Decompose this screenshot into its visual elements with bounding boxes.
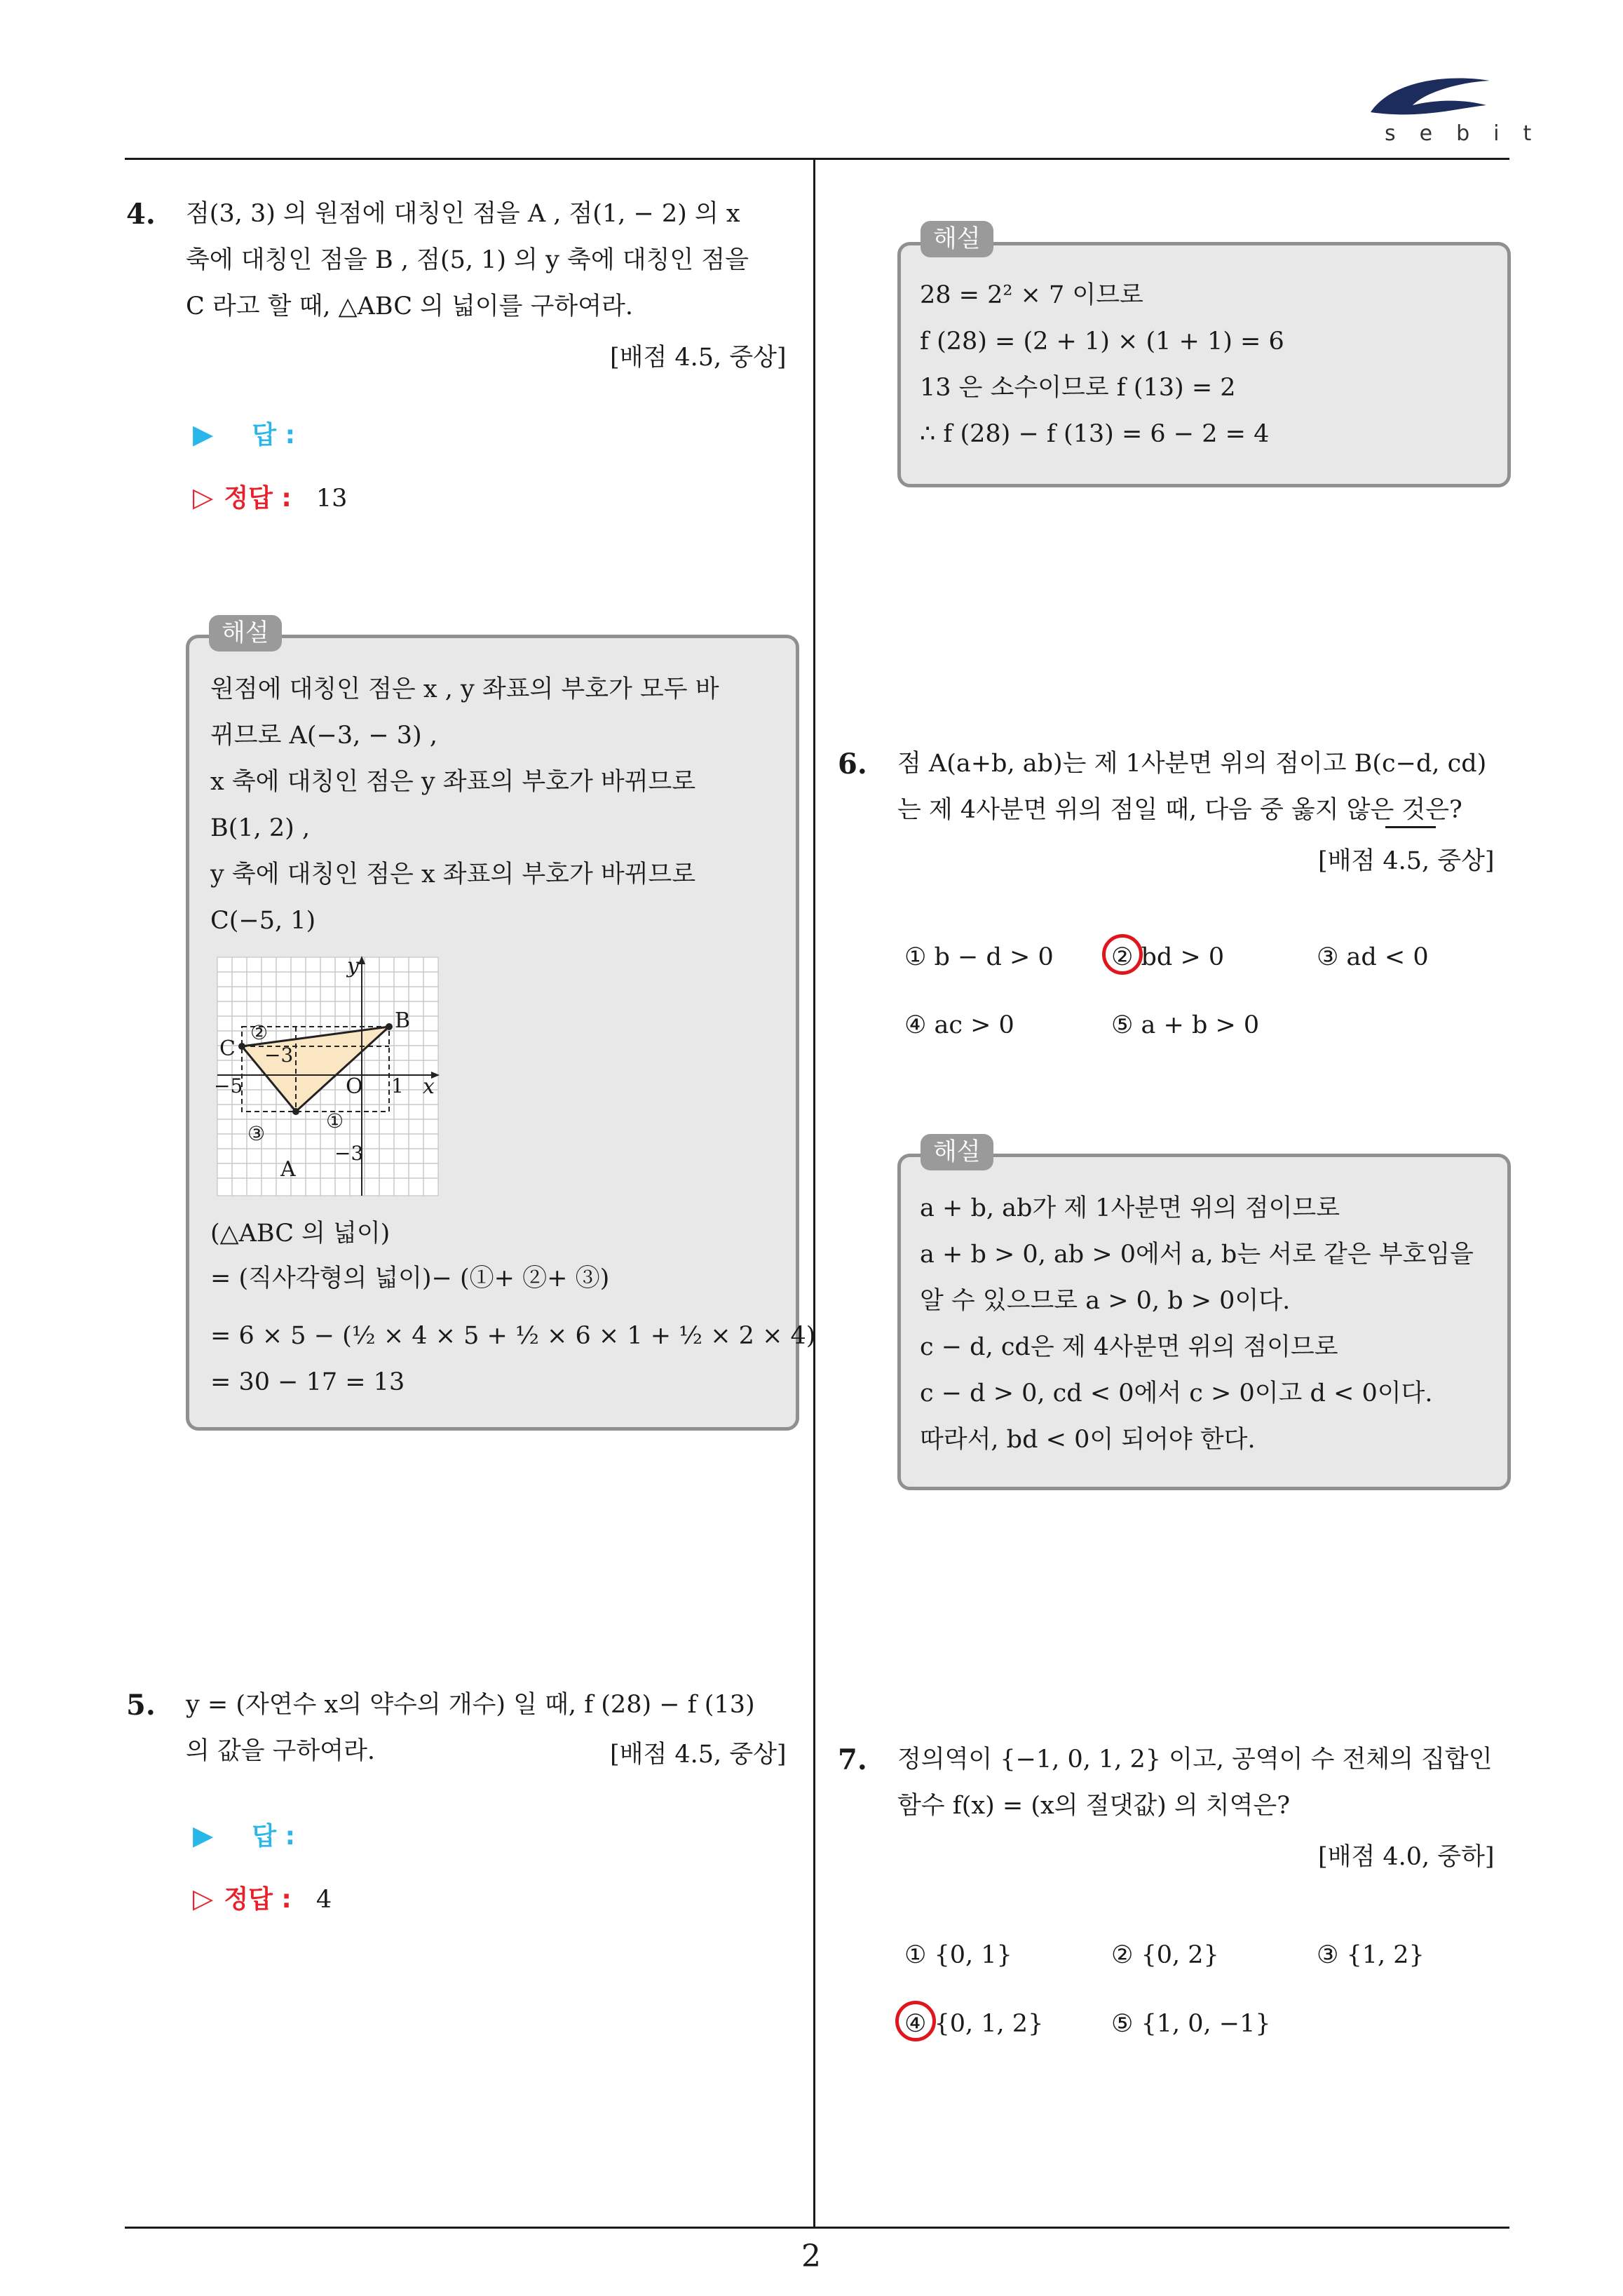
coordinate-graph bbox=[214, 954, 445, 1203]
play-icon: ▶ bbox=[193, 1820, 214, 1851]
solution-tag: 해설 bbox=[209, 615, 282, 651]
page-number: 2 bbox=[801, 2238, 821, 2274]
answer-label: 답 : bbox=[252, 421, 296, 450]
choice-5[interactable]: ⑤ {1, 0, −1} bbox=[1111, 2010, 1271, 2038]
solution-line: 따라서, bd < 0이 되어야 한다. bbox=[920, 1426, 1256, 1454]
solution-line: ∴ f (28) − f (13) = 6 − 2 = 4 bbox=[920, 420, 1270, 448]
graph-label-c2: ② bbox=[250, 1021, 269, 1044]
calc-line: = 30 − 17 = 13 bbox=[210, 1368, 405, 1396]
question-number: 5. bbox=[126, 1689, 156, 1722]
choice-4[interactable]: ④ {0, 1, 2} bbox=[904, 2010, 1044, 2038]
underline-mark bbox=[1385, 826, 1436, 828]
graph-label-one: 1 bbox=[391, 1074, 404, 1098]
score-info: [배점 4.5, 중상] bbox=[610, 1741, 787, 1769]
solution-line: 28 = 2² × 7 이므로 bbox=[920, 281, 1143, 309]
question-line: 의 값을 구하여라. bbox=[186, 1737, 376, 1765]
choice-1[interactable]: ① b − d > 0 bbox=[904, 943, 1054, 971]
score-info: [배점 4.5, 중상] bbox=[610, 344, 787, 372]
graph-label-B: B bbox=[395, 1008, 411, 1033]
play-icon: ▶ bbox=[193, 419, 214, 450]
header-rule bbox=[125, 158, 1509, 160]
question-line: 정의역이 {−1, 0, 1, 2} 이고, 공역이 수 전체의 집합인 bbox=[897, 1745, 1493, 1774]
question-line: 점(3, 3) 의 원점에 대칭인 점을 A , 점(1, − 2) 의 x bbox=[186, 200, 740, 228]
choice-3[interactable]: ③ ad < 0 bbox=[1317, 943, 1429, 971]
correct-label: 정답 : bbox=[224, 484, 292, 513]
choice-2[interactable]: ② bd > 0 bbox=[1111, 943, 1225, 971]
question-number: 4. bbox=[126, 198, 156, 231]
correct-value: 13 bbox=[315, 485, 348, 513]
outline-play-icon: ▷ bbox=[193, 1883, 214, 1914]
solution-line: c − d, cd은 제 4사분면 위의 점이므로 bbox=[920, 1333, 1338, 1361]
solution-line: x 축에 대칭인 점은 y 좌표의 부호가 바뀌므로 bbox=[210, 768, 696, 796]
choice-2[interactable]: ② {0, 2} bbox=[1111, 1941, 1219, 1969]
choice-4[interactable]: ④ ac > 0 bbox=[904, 1011, 1014, 1039]
graph-label-neg3-bottom: −3 bbox=[334, 1142, 364, 1165]
question-line: 점 A(a+b, ab)는 제 1사분면 위의 점이고 B(c−d, cd) bbox=[897, 750, 1487, 778]
question-number: 7. bbox=[838, 1743, 867, 1776]
question-line: y = (자연수 x의 약수의 개수) 일 때, f (28) − f (13) bbox=[186, 1691, 755, 1719]
solution-line: 알 수 있으므로 a > 0, b > 0이다. bbox=[920, 1287, 1291, 1315]
question-line: 축에 대칭인 점을 B , 점(5, 1) 의 y 축에 대칭인 점을 bbox=[186, 246, 749, 274]
sebit-logo bbox=[1364, 67, 1556, 151]
solution-line: y 축에 대칭인 점은 x 좌표의 부호가 바뀌므로 bbox=[210, 860, 696, 889]
calc-line: (△ABC 의 넓이) bbox=[210, 1220, 391, 1248]
choice-3[interactable]: ③ {1, 2} bbox=[1317, 1941, 1425, 1969]
selected-mark-circle bbox=[895, 2001, 936, 2041]
selected-mark-circle bbox=[1102, 934, 1143, 975]
graph-label-neg3-top: −3 bbox=[264, 1044, 294, 1067]
graph-label-c1: ① bbox=[326, 1109, 344, 1133]
score-info: [배점 4.0, 중하] bbox=[1318, 1843, 1495, 1871]
choice-5[interactable]: ⑤ a + b > 0 bbox=[1111, 1011, 1260, 1039]
calc-line: = (직사각형의 넓이)− (①+ ②+ ③) bbox=[210, 1264, 610, 1292]
solution-line: c − d > 0, cd < 0에서 c > 0이고 d < 0이다. bbox=[920, 1379, 1433, 1407]
question-line: C 라고 할 때, △ABC 의 넓이를 구하여라. bbox=[186, 292, 633, 320]
graph-svg bbox=[214, 954, 445, 1203]
solution-line: f (28) = (2 + 1) × (1 + 1) = 6 bbox=[920, 327, 1284, 356]
solution-line: C(−5, 1) bbox=[210, 907, 316, 935]
graph-label-neg5: −5 bbox=[214, 1074, 243, 1098]
correct-value: 4 bbox=[315, 1886, 332, 1914]
graph-label-x: x bbox=[423, 1074, 435, 1099]
calc-line: = 6 × 5 − (½ × 4 × 5 + ½ × 6 × 1 + ½ × 2 × 4) bbox=[210, 1322, 816, 1350]
logo-text: sebit bbox=[1385, 121, 1556, 146]
graph-label-A: A bbox=[280, 1157, 296, 1182]
graph-label-O: O bbox=[346, 1074, 363, 1099]
correct-answer-row bbox=[193, 1879, 332, 1915]
column-divider bbox=[813, 159, 815, 2228]
question-line: 함수 f(x) = (x의 절댓값) 의 치역은? bbox=[897, 1792, 1290, 1820]
answer-row bbox=[193, 1816, 295, 1852]
graph-label-y: y bbox=[347, 954, 359, 978]
solution-line: 13 은 소수이므로 f (13) = 2 bbox=[920, 374, 1236, 402]
correct-label: 정답 : bbox=[224, 1885, 292, 1914]
solution-line: B(1, 2) , bbox=[210, 814, 311, 842]
choice-1[interactable]: ① {0, 1} bbox=[904, 1941, 1012, 1969]
graph-label-C: C bbox=[219, 1036, 236, 1061]
graph-label-c3: ③ bbox=[247, 1122, 266, 1145]
answer-label: 답 : bbox=[252, 1822, 296, 1851]
solution-tag: 해설 bbox=[921, 1134, 993, 1170]
solution-line: 뀌므로 A(−3, − 3) , bbox=[210, 722, 437, 750]
solution-line: a + b, ab가 제 1사분면 위의 점이므로 bbox=[920, 1194, 1340, 1222]
solution-line: a + b > 0, ab > 0에서 a, b는 서로 같은 부호임을 bbox=[920, 1241, 1474, 1269]
question-number: 6. bbox=[838, 748, 867, 781]
score-info: [배점 4.5, 중상] bbox=[1318, 847, 1495, 875]
outline-play-icon: ▷ bbox=[193, 482, 214, 513]
footer-rule bbox=[125, 2227, 1509, 2229]
question-line: 는 제 4사분면 위의 점일 때, 다음 중 옳지 않은 것은? bbox=[897, 796, 1462, 824]
correct-answer-row bbox=[193, 478, 347, 514]
solution-tag: 해설 bbox=[921, 221, 993, 257]
answer-row bbox=[193, 415, 295, 451]
solution-line: 원점에 대칭인 점은 x , y 좌표의 부호가 모두 바 bbox=[210, 675, 719, 703]
